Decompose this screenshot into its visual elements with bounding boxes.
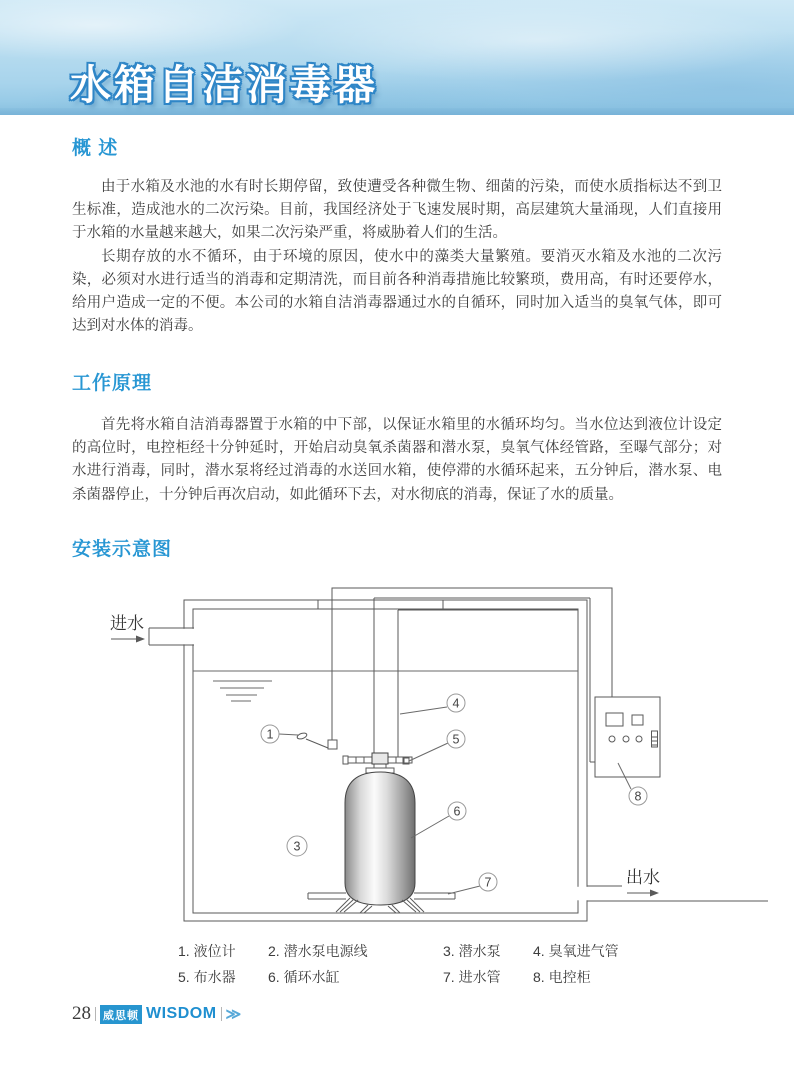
inlet-label: 进水 [110,614,144,633]
level-gauge-float [296,732,337,749]
cabinet-button [623,736,629,742]
svg-text:5: 5 [452,732,460,747]
legend-item-7: 7. 进水管 [443,969,501,985]
cabinet-display-large [606,713,623,726]
svg-text:7: 7 [484,875,492,890]
section-heading-principle: 工作原理 [72,373,153,394]
leader-8 [618,763,631,789]
water-distributor [343,753,412,773]
legend-item-8: 8. 电控柜 [533,969,591,985]
svg-text:6: 6 [453,804,461,819]
outlet-label: 出水 [626,868,660,887]
overview-paragraph-2: 长期存放的水不循环，由于环境的原因，使水中的藻类大量繁殖。要消灭水箱及水池的二次污染，必须对水进行适当的消毒和定期清洗，而目前各种消毒措施比较繁琐，费用高，有时还要停水，给用户造成一定的不便。本公司的水箱自洁消毒器通过水的自循环，同时加入适当的臭氧气体，即可达到对水体的消毒。 [72,248,722,335]
section-heading-installation: 安装示意图 [72,539,173,560]
svg-text:3: 3 [293,839,301,854]
legend-item-3: 3. 潜水泵 [443,943,501,959]
cabinet-display-small [632,715,643,725]
leader-4 [400,707,447,714]
control-cabinet [595,697,660,777]
svg-text:4: 4 [452,696,460,711]
principle-paragraph-1: 首先将水箱自洁消毒器置于水箱的中下部，以保证水箱里的水循环均匀。当水位达到液位计设定的高位时，电控柜经十分钟延时，开始启动臭氧杀菌器和潜水泵，臭氧气体经管路，至曝气部分；对水进行消毒，同时，潜水泵将经过消毒的水送回水箱，使停滞的水循环起来，五分钟后，潜水泵、电杀菌器停止，十分钟后再次启动，如此循环下去，对水彻底的消毒，保证了水的质量。 [72,417,722,503]
callout-8 [629,787,647,805]
section-heading-overview: 概 述 [72,138,119,159]
header-banner [0,0,794,115]
footer-separator [95,1007,96,1021]
principle-body [72,414,722,507]
overview-body [72,176,722,338]
overview-paragraph-1: 由于水箱及水池的水有时长期停留，致使遭受各种微生物、细菌的污染，而使水质指标达不到卫生标准，造成池水的二次污染。目前，我国经济处于飞速发展时期，高层建筑大量涌现，人们直接用于水箱的水量越来越大，如果二次污染严重，将威胁着人们的生活。 [72,179,722,242]
footer-page-number: 28 [72,1003,91,1024]
callout-3 [287,836,307,856]
callout-7 [479,873,497,891]
page-footer [72,1003,241,1025]
cabinet-button [609,736,615,742]
page-title: 水箱自洁消毒器 [70,62,378,108]
leader-7 [448,886,480,894]
outlet-arrow-icon [627,890,659,897]
inlet-arrow-icon [111,636,145,643]
callout-5 [447,730,465,748]
legend-item-1: 1. 液位计 [178,943,236,959]
legend-item-4: 4. 臭氧进气管 [533,943,619,959]
cabinet-grille [652,731,658,747]
outlet-wall-opening [577,887,588,901]
outlet-pipe [587,886,768,901]
cabinet-button [636,736,642,742]
leader-6 [411,816,449,838]
brand-badge: 威思顿 [100,1005,142,1024]
svg-text:8: 8 [634,789,642,804]
circulation-vessel [345,772,415,905]
svg-text:1: 1 [266,727,274,742]
callout-6 [448,802,466,820]
legend-item-6: 6. 循环水缸 [268,969,340,985]
installation-diagram [0,580,794,930]
legend-item-2: 2. 潜水泵电源线 [268,943,368,959]
water-surface-icon [213,681,272,701]
footer-chevron-icon: ≫ [225,1006,242,1023]
leader-5 [409,743,448,761]
suction-pipe-left [308,893,346,899]
brand-wordmark: WISDOM [146,1005,217,1022]
callout-4 [447,694,465,712]
leader-1 [279,734,298,735]
footer-separator [221,1007,222,1021]
callout-1 [261,725,279,743]
ozone-gas-pipe [374,598,595,762]
legend-item-5: 5. 布水器 [178,969,236,985]
inlet-wall-opening [183,629,194,645]
